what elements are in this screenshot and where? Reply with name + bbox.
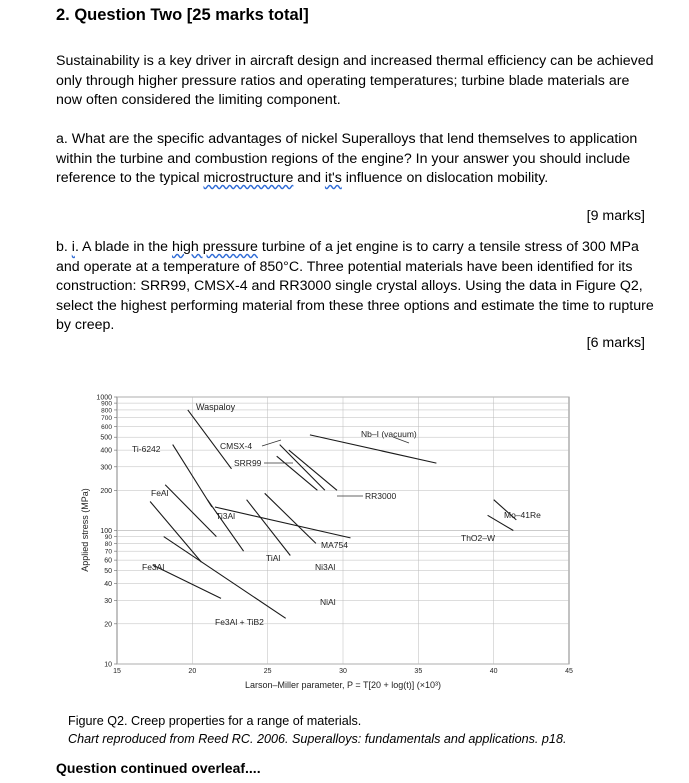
part-b-underlined-word: high pressure xyxy=(171,239,258,255)
y-tick-label: 500 xyxy=(100,434,112,442)
label-ni3al: Ni3Al xyxy=(315,562,336,572)
y-tick-label: 200 xyxy=(100,487,112,495)
part-a-text: influence on dislocation mobility. xyxy=(341,170,549,187)
label-leaders xyxy=(262,437,409,496)
x-tick-label: 15 xyxy=(113,668,121,675)
label-nb1: Nb–I (vacuum) xyxy=(361,429,417,439)
series-fe3al xyxy=(150,502,201,563)
leader-cmsx4 xyxy=(262,440,281,446)
question-heading: 2. Question Two [25 marks total] xyxy=(56,6,309,24)
label-ma754: MA754 xyxy=(321,540,348,550)
label-cmsx4: CMSX-4 xyxy=(220,441,253,451)
label-tho2w: ThO2–W xyxy=(461,533,496,543)
part-a-underlined-word: microstructure xyxy=(203,170,294,187)
y-axis-title: Applied stress (MPa) xyxy=(80,488,90,572)
part-a-underlined-word: it's xyxy=(324,170,342,187)
y-tick-label: 1000 xyxy=(96,394,112,402)
part-a-paragraph xyxy=(56,130,656,189)
label-waspaloy: Waspaloy xyxy=(196,402,236,412)
y-tick-label: 80 xyxy=(104,540,112,548)
part-b-text: b. xyxy=(56,239,72,255)
x-axis-title: Larson–Miller parameter, P = T[20 + log(t)] (×10³) xyxy=(244,680,442,690)
x-tick-label: 25 xyxy=(263,668,272,675)
series-waspaloy xyxy=(188,410,232,469)
part-a-text: and xyxy=(293,170,325,187)
y-tick-label: 300 xyxy=(100,464,112,472)
label-tial: TiAl xyxy=(266,553,281,563)
y-tick-label: 100 xyxy=(100,528,112,535)
x-tick-label: 30 xyxy=(339,668,347,675)
x-tick-labels xyxy=(113,668,573,675)
y-tick-label: 40 xyxy=(104,581,112,589)
part-b-underlined-word: i xyxy=(71,239,75,255)
y-tick-label: 700 xyxy=(101,415,112,423)
y-tick-label: 60 xyxy=(104,557,112,565)
footer-note: Question continued overleaf.... xyxy=(56,760,261,776)
series-lines xyxy=(150,410,516,618)
label-nial: NiAl xyxy=(320,597,336,607)
series-rr3000 xyxy=(289,450,337,490)
x-tick-label: 35 xyxy=(414,668,423,675)
part-a-marks: [9 marks] xyxy=(586,208,645,224)
y-tick-label: 70 xyxy=(104,548,112,556)
series-ni3al xyxy=(265,493,316,543)
label-fe3al: Fe3Al xyxy=(142,562,165,572)
y-tick-label: 50 xyxy=(104,568,112,576)
y-tick-label: 900 xyxy=(101,400,112,408)
part-b-text: . A blade in the xyxy=(74,239,172,255)
part-a-text: a. What are the specific advantages of nickel Superalloys that lend themselves to application within the turbine and combustion regions of the engine? In your answer you should include reference to the typical xyxy=(56,131,638,187)
x-tick-label: 20 xyxy=(188,668,197,675)
x-tick-label: 40 xyxy=(489,668,498,675)
y-tick-label: 20 xyxy=(104,621,112,629)
series-srr99 xyxy=(277,456,318,490)
label-feal: FeAl xyxy=(151,488,169,498)
y-tick-label: 90 xyxy=(104,534,112,542)
series-tial xyxy=(247,500,291,556)
y-tick-labels xyxy=(96,395,112,669)
series-nb-i-vacuum- xyxy=(310,435,437,463)
y-tick-label: 600 xyxy=(101,424,112,432)
label-ti6242: Ti-6242 xyxy=(132,444,161,454)
series-cmsx-4 xyxy=(280,445,325,491)
figure-caption xyxy=(68,713,566,748)
label-fe3al-tib2: Fe3Al + TiB2 xyxy=(215,617,264,627)
y-tick-label: 10 xyxy=(104,661,112,669)
grid-lines xyxy=(114,397,569,664)
creep-chart xyxy=(75,385,585,697)
caption-title: Figure Q2. Creep properties for a range of materials. xyxy=(68,714,362,728)
y-tick-label: 30 xyxy=(104,597,112,605)
label-ti3al: Ti3Al xyxy=(216,511,236,521)
intro-paragraph: Sustainability is a key driver in aircraft design and increased thermal efficiency can be achieved only through higher pressure ratios and operating temperatures; turbine blade materials are now often considered the limiting component. xyxy=(56,53,654,109)
y-tick-label: 800 xyxy=(101,407,112,415)
caption-source: Chart reproduced from Reed RC. 2006. Superalloys: fundamentals and applications. p18. xyxy=(68,731,567,746)
series-nial xyxy=(164,537,286,619)
label-rr3000: RR3000 xyxy=(365,491,397,501)
part-b-text: turbine of a jet engine is to carry a tensile stress of 300 MPa and operate at a temperature of 850°C. Three potential materials have been identified for its construction: SRR99, CMSX-4 and RR3000 single crystal alloys. Using the data in Figure Q2, select the highest performing material from these three options and estimate the time to rupture by creep. xyxy=(56,239,654,334)
x-tick-label: 45 xyxy=(565,668,573,675)
y-tick-label: 400 xyxy=(100,447,112,455)
label-srr99: SRR99 xyxy=(234,458,262,468)
part-b-marks: [6 marks] xyxy=(586,335,645,351)
label-mo41re: Mo–41Re xyxy=(504,510,541,520)
part-b-paragraph xyxy=(56,238,656,336)
